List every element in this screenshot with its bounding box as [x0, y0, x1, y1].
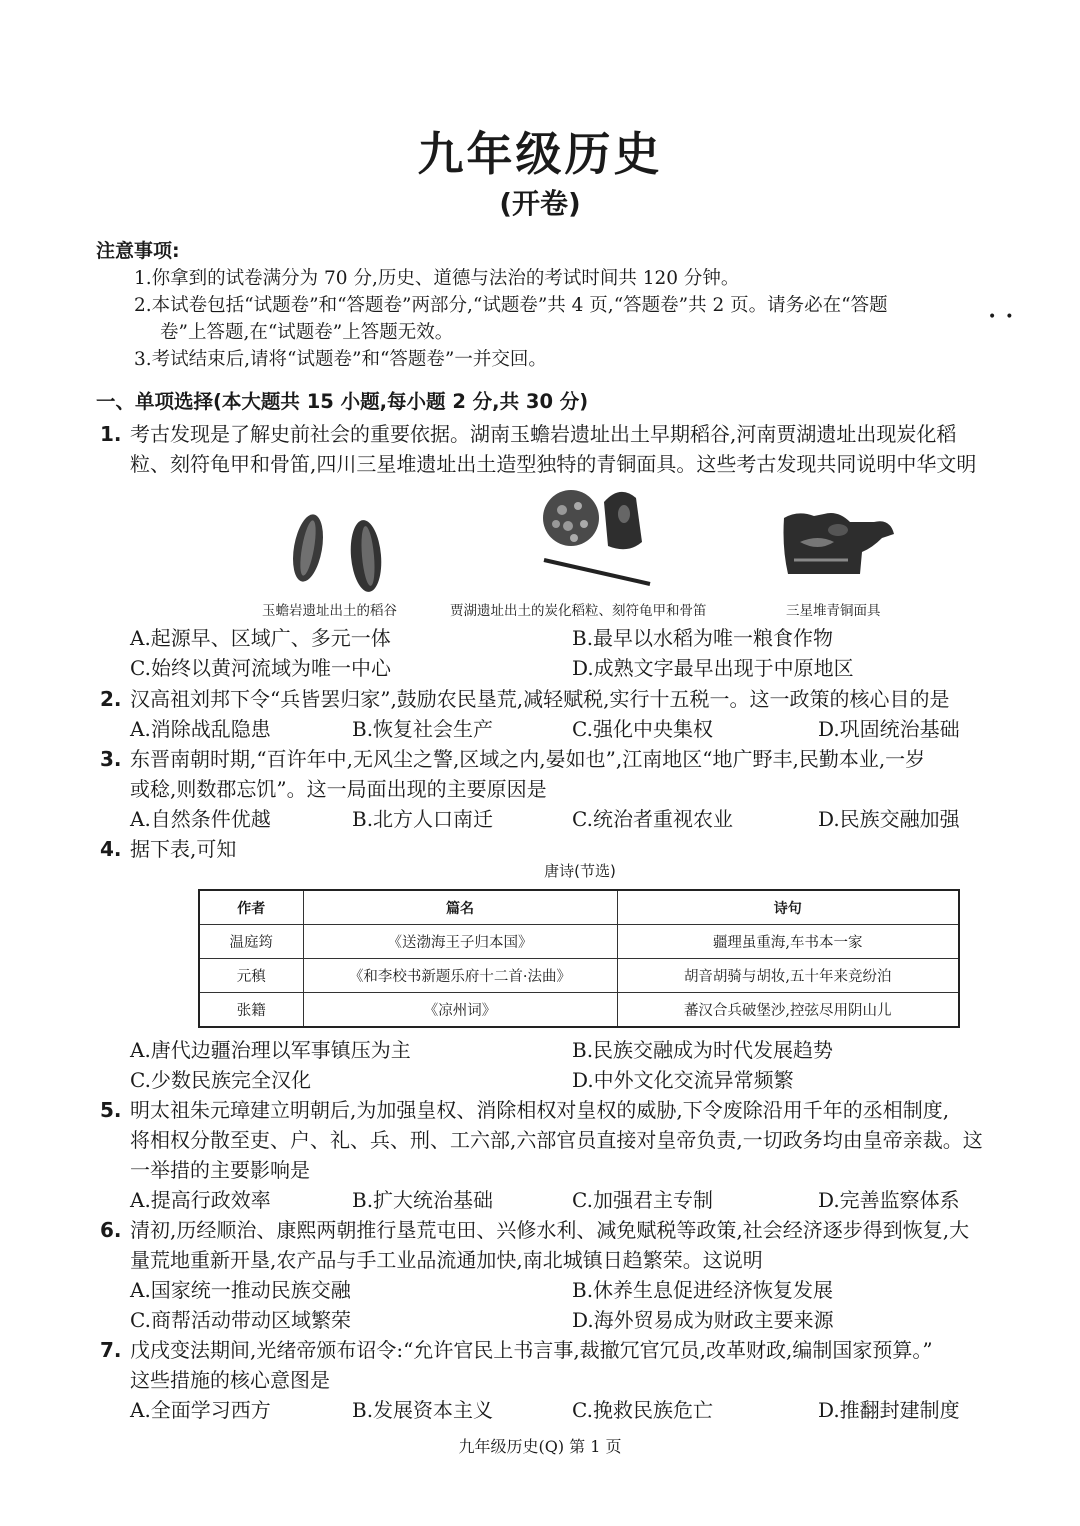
q3-option-b[interactable]: B.北方人口南迁 — [352, 807, 494, 831]
q6-option-b[interactable]: B.休养生息促进经济恢复发展 — [572, 1278, 834, 1302]
q7-option-a[interactable]: A.全面学习西方 — [130, 1398, 271, 1422]
header-author: 作者 — [199, 890, 303, 925]
q4-option-c[interactable]: C.少数民族完全汉化 — [130, 1068, 311, 1092]
question-5 — [100, 1094, 949, 1123]
question-5-line2: 将相权分散至吏、户、礼、兵、刑、工六部,六部官员直接对皇帝负责,一切政务均由皇帝亲裁。这 — [130, 1128, 983, 1152]
question-3 — [100, 743, 925, 772]
q1-option-d[interactable]: D.成熟文字最早出现于中原地区 — [572, 656, 854, 680]
q3-option-c[interactable]: C.统治者重视农业 — [572, 807, 733, 831]
table-row — [199, 925, 959, 959]
q1-option-a[interactable]: A.起源早、区域广、多元一体 — [130, 626, 391, 650]
q7-option-c[interactable]: C.挽救民族危亡 — [572, 1398, 713, 1422]
question-number: 3. — [100, 747, 122, 771]
question-number: 4. — [100, 837, 122, 861]
question-7 — [100, 1334, 933, 1363]
question-number: 7. — [100, 1338, 122, 1362]
q6-option-c[interactable]: C.商帮活动带动区域繁荣 — [130, 1308, 351, 1332]
q4-option-d[interactable]: D.中外文化交流异常频繁 — [572, 1068, 794, 1092]
q2-option-b[interactable]: B.恢复社会生产 — [352, 717, 494, 741]
question-text: 明太祖朱元璋建立明朝后,为加强皇权、消除相权对皇权的威胁,下令废除沿用千年的丞相制度, — [130, 1098, 950, 1122]
section-title: 一、单项选择(本大题共 15 小题,每小题 2 分,共 30 分) — [96, 390, 589, 413]
question-number: 1. — [100, 422, 122, 446]
question-number: 5. — [100, 1098, 122, 1122]
q6-option-a[interactable]: A.国家统一推动民族交融 — [130, 1278, 351, 1302]
question-text: 据下表,可知 — [130, 837, 237, 861]
table-row — [199, 959, 959, 993]
q3-option-a[interactable]: A.自然条件优越 — [130, 807, 271, 831]
question-number: 2. — [100, 687, 122, 711]
notice-item-2: 2.本试卷包括“试题卷”和“答题卷”两部分,“试题卷”共 4 页,“答题卷”共 2 页。请务必在“答题 — [134, 295, 888, 316]
q6-option-d[interactable]: D.海外贸易成为财政主要来源 — [572, 1308, 834, 1332]
q5-option-a[interactable]: A.提高行政效率 — [130, 1188, 271, 1212]
caption-jiahu: 贾湖遗址出土的炭化稻粒、刻符龟甲和骨笛 — [450, 603, 707, 619]
question-4 — [100, 833, 236, 862]
notice-item-2-cont: 卷”上答题,在“试题卷”上答题无效。 — [160, 322, 454, 343]
table-title: 唐诗(节选) — [544, 862, 616, 880]
question-text: 考古发现是了解史前社会的重要依据。湖南玉蟾岩遗址出土早期稻谷,河南贾湖遗址出现炭化稻 — [130, 422, 957, 446]
question-text: 东晋南朝时期,“百许年中,无风尘之警,区域之内,晏如也”,江南地区“地广野丰,民勤本业,一岁 — [130, 747, 926, 771]
question-text: 戊戌变法期间,光绪帝颁布诏令:“允许官民上书言事,裁撤冗官冗员,改革财政,编制国家预算。” — [130, 1338, 933, 1362]
cell-author: 元稹 — [199, 959, 303, 993]
question-5-line3: 一举措的主要影响是 — [130, 1158, 310, 1182]
question-text: 清初,历经顺治、康熙两朝推行垦荒屯田、兴修水利、减免赋税等政策,社会经济逐步得到恢复,大 — [130, 1218, 970, 1242]
question-1 — [100, 418, 956, 447]
cell-title: 《和李校书新题乐府十二首·法曲》 — [303, 959, 617, 993]
q2-option-a[interactable]: A.消除战乱隐患 — [130, 717, 271, 741]
cell-verse: 疆理虽重海,车书本一家 — [617, 925, 959, 959]
cell-verse: 胡音胡骑与胡妆,五十年来竞纷泊 — [617, 959, 959, 993]
cell-author: 温庭筠 — [199, 925, 303, 959]
q2-option-d[interactable]: D.巩固统治基础 — [818, 717, 960, 741]
notice-item-1: 1.你拿到的试卷满分为 70 分,历史、道德与法治的考试时间共 120 分钟。 — [134, 268, 740, 289]
q3-option-d[interactable]: D.民族交融加强 — [818, 807, 960, 831]
cell-title: 《凉州词》 — [303, 993, 617, 1028]
question-3-line2: 或稔,则数郡忘饥”。这一局面出现的主要原因是 — [130, 777, 547, 801]
poem-table — [198, 889, 960, 1028]
notice-item-3: 3.考试结束后,请将“试题卷”和“答题卷”一并交回。 — [134, 349, 547, 370]
q5-option-c[interactable]: C.加强君主专制 — [572, 1188, 713, 1212]
cell-verse: 蕃汉合兵破堡沙,控弦尽用阴山儿 — [617, 993, 959, 1028]
rice-grains-image — [282, 508, 392, 594]
q4-option-b[interactable]: B.民族交融成为时代发展趋势 — [572, 1038, 834, 1062]
q7-option-d[interactable]: D.推翻封建制度 — [818, 1398, 960, 1422]
emphasis-dots: •• — [988, 309, 1023, 325]
table-header-row — [199, 890, 959, 925]
page-subtitle: (开卷) — [499, 187, 581, 220]
question-text: 汉高祖刘邦下令“兵皆罢归家”,鼓励农民垦荒,减轻赋税,实行十五税一。这一政策的核心目的是 — [130, 687, 950, 711]
cell-author: 张籍 — [199, 993, 303, 1028]
caption-rice: 玉蟾岩遗址出土的稻谷 — [262, 603, 397, 619]
q1-option-c[interactable]: C.始终以黄河流域为唯一中心 — [130, 656, 391, 680]
question-6 — [100, 1214, 969, 1243]
q1-option-b[interactable]: B.最早以水稻为唯一粮食作物 — [572, 626, 834, 650]
question-1-line2: 粒、刻符龟甲和骨笛,四川三星堆遗址出土造型独特的青铜面具。这些考古发现共同说明中华文明 — [130, 452, 977, 476]
cell-title: 《送渤海王子归本国》 — [303, 925, 617, 959]
question-number: 6. — [100, 1218, 122, 1242]
table-row — [199, 993, 959, 1028]
q4-option-a[interactable]: A.唐代边疆治理以军事镇压为主 — [130, 1038, 411, 1062]
bronze-mask-image — [778, 508, 900, 582]
q7-option-b[interactable]: B.发展资本主义 — [352, 1398, 494, 1422]
q2-option-c[interactable]: C.强化中央集权 — [572, 717, 713, 741]
page-title: 九年级历史 — [417, 127, 663, 181]
question-7-line2: 这些措施的核心意图是 — [130, 1368, 330, 1392]
caption-mask: 三星堆青铜面具 — [786, 603, 881, 619]
question-2 — [100, 683, 950, 712]
q5-option-b[interactable]: B.扩大统治基础 — [352, 1188, 494, 1212]
question-6-line2: 量荒地重新开垦,农产品与手工业品流通加快,南北城镇日趋繁荣。这说明 — [130, 1248, 763, 1272]
q5-option-d[interactable]: D.完善监察体系 — [818, 1188, 960, 1212]
page-footer: 九年级历史(Q) 第 1 页 — [458, 1437, 622, 1456]
jiahu-artifacts-image — [538, 484, 656, 594]
header-verse: 诗句 — [617, 890, 959, 925]
notice-heading: 注意事项: — [96, 240, 180, 262]
header-title: 篇名 — [303, 890, 617, 925]
